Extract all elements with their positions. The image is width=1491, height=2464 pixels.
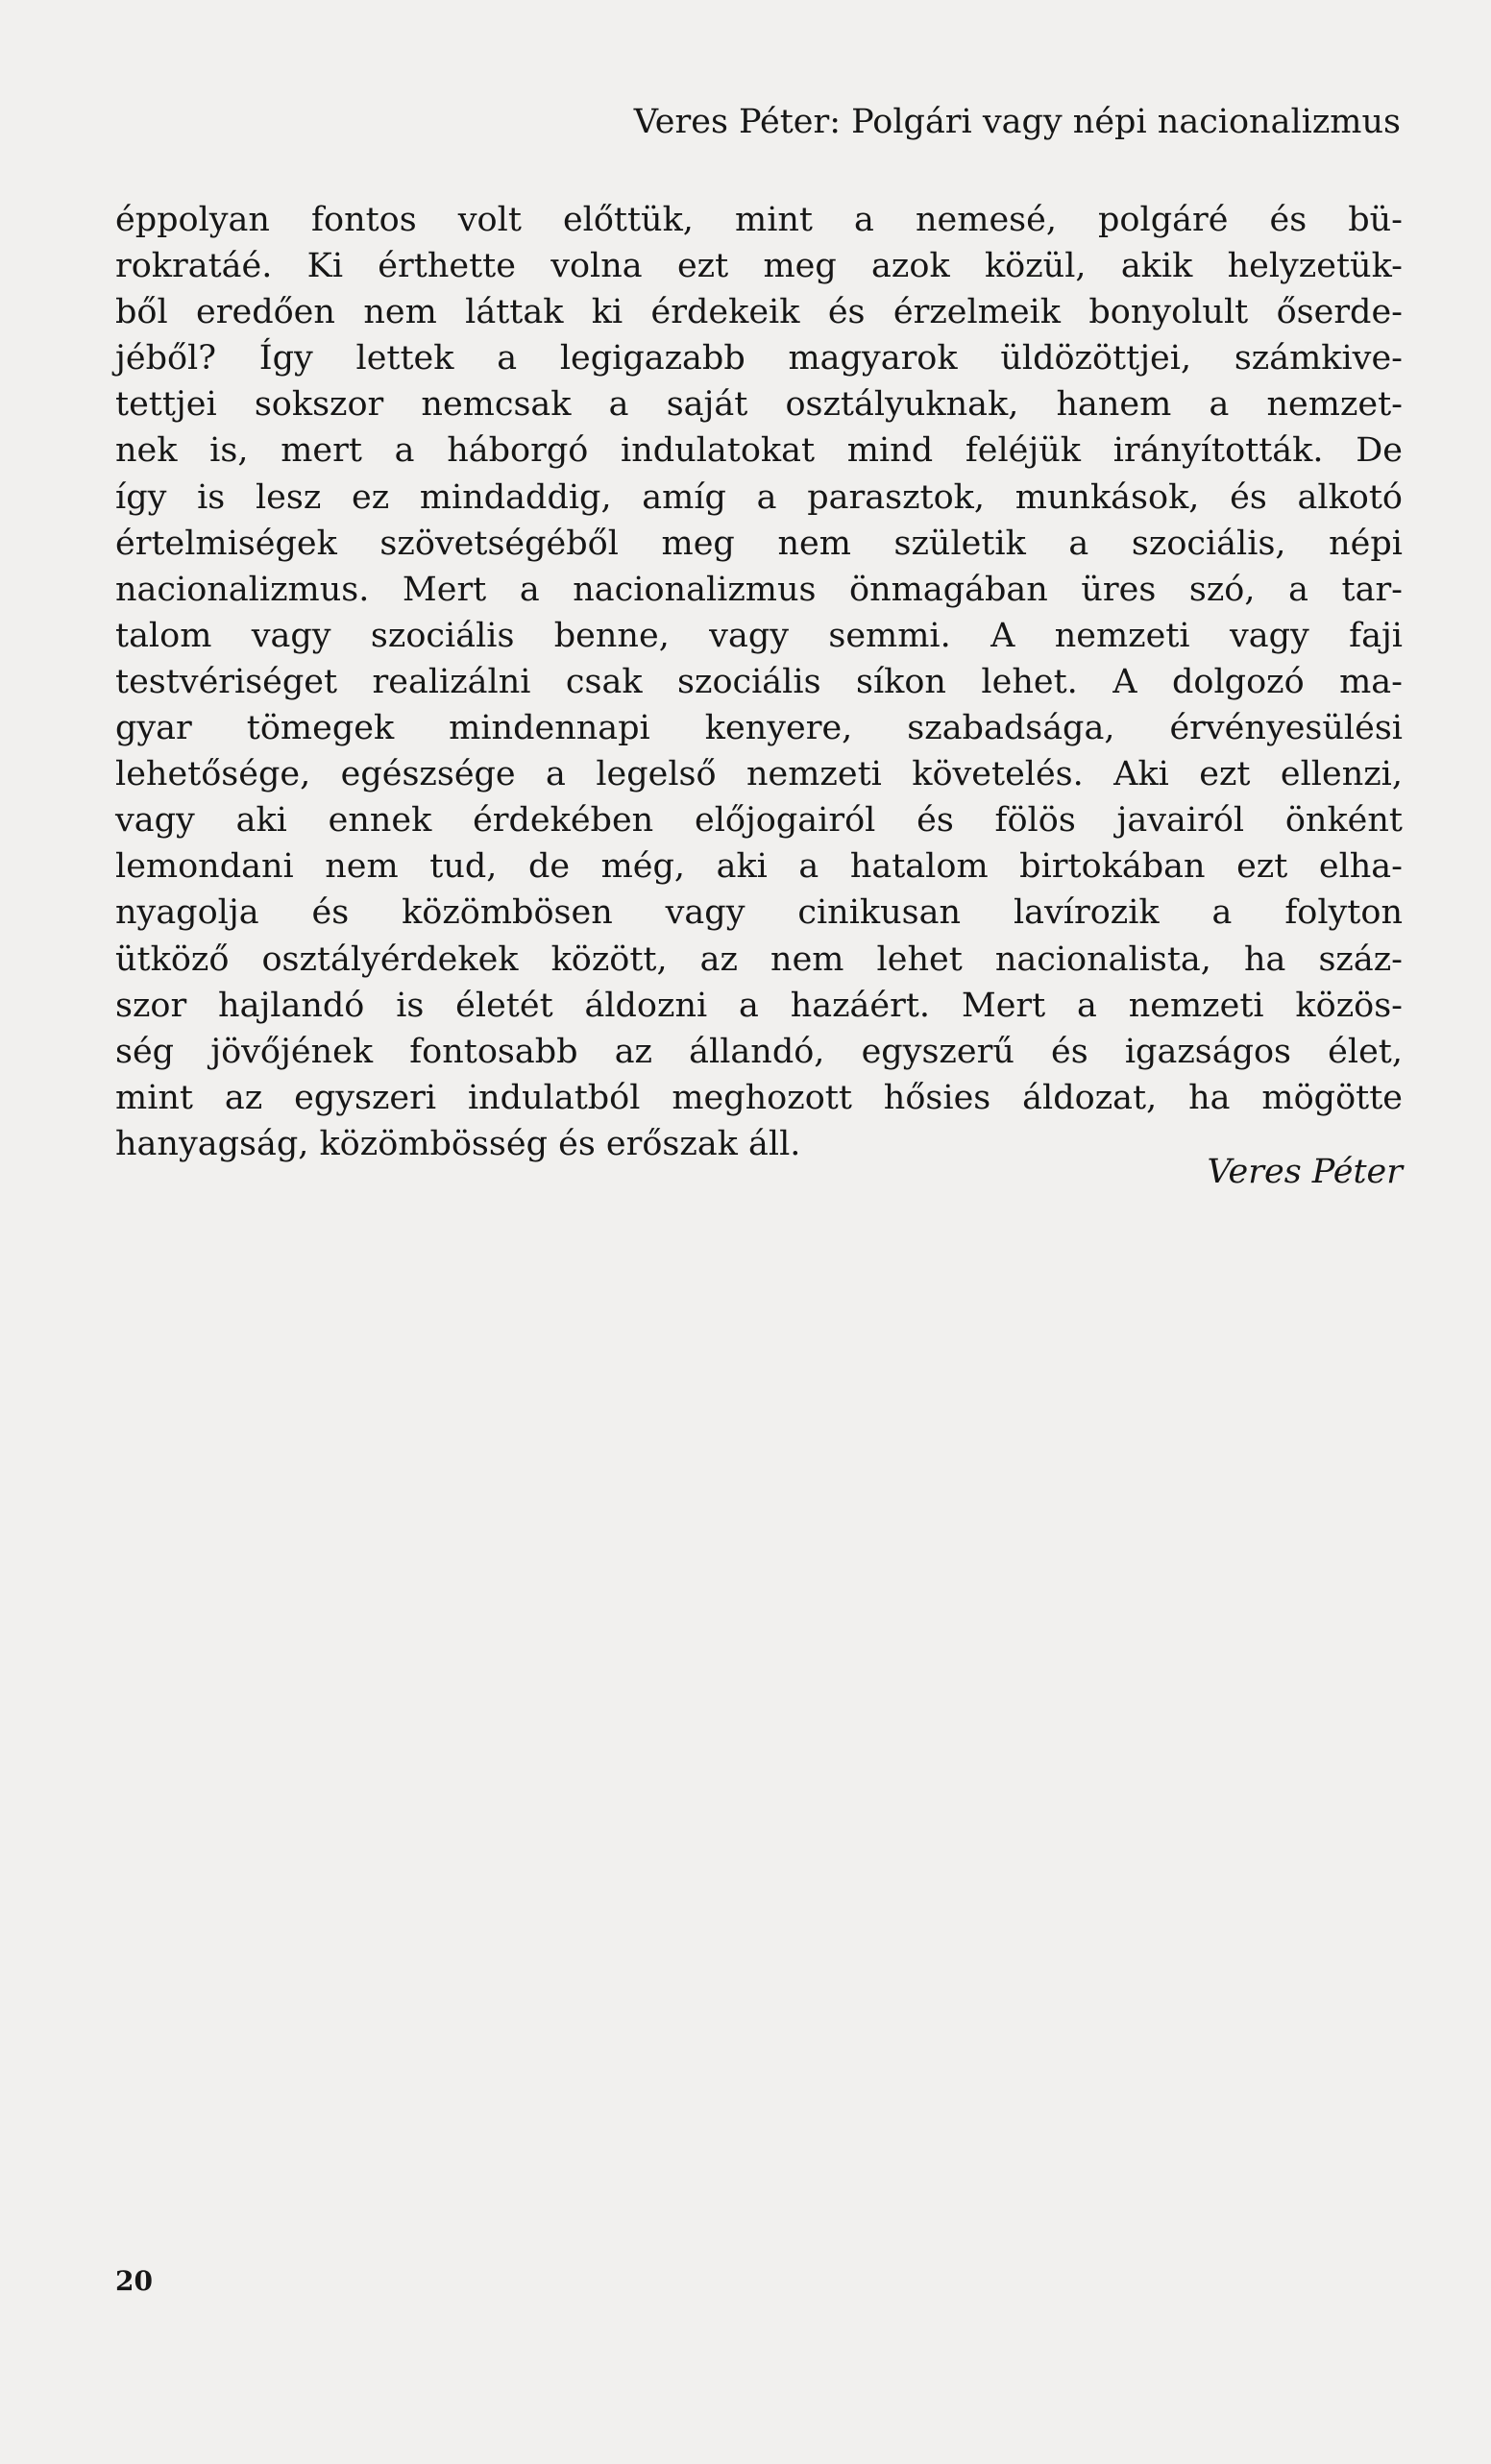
text-line: értelmiségek szövetségéből meg nem születik a szociális, népi xyxy=(115,524,1403,563)
text-line: rokratáé. Ki érthette volna ezt meg azok közül, akik helyzetük- xyxy=(115,247,1403,286)
text-line: nacionalizmus. Mert a nacionalizmus önmagában üres szó, a tar- xyxy=(115,570,1403,609)
text-line: testvériséget realizálni csak szociális síkon lehet. A dolgozó ma- xyxy=(115,662,1403,701)
page-number: 20 xyxy=(115,2265,153,2297)
text-line: ütköző osztályérdekek között, az nem lehet nacionalista, ha száz- xyxy=(115,939,1403,979)
text-line: gyar tömegek mindennapi kenyere, szabadsága, érvényesülési xyxy=(115,709,1403,748)
text-line: nyagolja és közömbösen vagy cinikusan lavírozik a folyton xyxy=(115,893,1403,933)
text-line: lemondani nem tud, de még, aki a hatalom birtokában ezt elha- xyxy=(115,847,1403,887)
text-line: ség jövőjének fontosabb az állandó, egyszerű és igazságos élet, xyxy=(115,1032,1403,1071)
text-line: ből eredően nem láttak ki érdekeik és érzelmeik bonyolult őserde- xyxy=(115,293,1403,332)
text-line: vagy aki ennek érdekében előjogairól és fölös javairól önként xyxy=(115,801,1403,841)
text-line: szor hajlandó is életét áldozni a hazáért. Mert a nemzeti közös- xyxy=(115,986,1403,1025)
running-header: Veres Péter: Polgári vagy népi nacionalizmus xyxy=(633,103,1401,141)
text-line: talom vagy szociális benne, vagy semmi. A nemzeti vagy faji xyxy=(115,616,1403,655)
text-line: nek is, mert a háborgó indulatokat mind feléjük irányították. De xyxy=(115,431,1403,471)
text-line: mint az egyszeri indulatból meghozott hősies áldozat, ha mögötte xyxy=(115,1078,1403,1117)
text-line: éppolyan fontos volt előttük, mint a nemesé, polgáré és bü- xyxy=(115,201,1403,239)
text-line: jéből? Így lettek a legigazabb magyarok üldözöttjei, számkive- xyxy=(115,339,1403,378)
text-line: tettjei sokszor nemcsak a saját osztályuknak, hanem a nemzet- xyxy=(115,385,1403,425)
author-signature: Veres Péter xyxy=(1207,1153,1403,1191)
text-line: lehetősége, egészsége a legelső nemzeti követelés. Aki ezt ellenzi, xyxy=(115,755,1403,794)
text-line-last: hanyagság, közömbösség és erőszak áll. xyxy=(115,1124,801,1163)
body-text xyxy=(115,197,1403,1167)
text-line: így is lesz ez mindaddig, amíg a parasztok, munkások, és alkotó xyxy=(115,477,1403,517)
